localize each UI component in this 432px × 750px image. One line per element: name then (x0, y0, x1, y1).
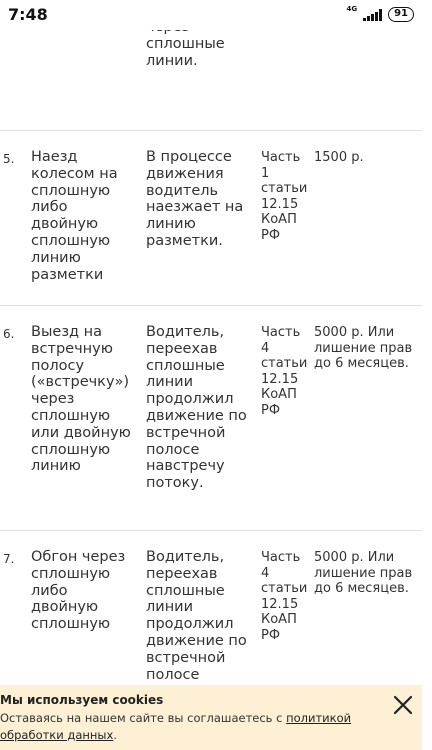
violation-name: Наезд колесом на сплошную либо двойную сплошную линию разметки (31, 149, 118, 283)
row-number: 7. (3, 552, 15, 566)
status-time: 7:48 (8, 5, 48, 24)
law-reference: Часть 4 статьи 12.15 КоАП РФ (261, 550, 308, 643)
status-icons (346, 7, 414, 22)
fine-amount: 5000 р. Или лишение прав до 6 месяцев. (314, 550, 413, 596)
status-bar (0, 0, 422, 30)
violation-description: В процессе движения водитель наезжает на линию разметки. (146, 149, 244, 249)
privacy-policy-link[interactable]: политикой обработки данных (0, 711, 352, 742)
violation-name: Выезд на встречную полосу («встречку») через сплошную или двойную сплошную линию (31, 324, 131, 475)
network-type-label: 4G (346, 5, 358, 13)
article-table-viewport[interactable] (0, 30, 422, 685)
cookie-suffix: . (113, 728, 117, 742)
law-reference: Часть 1 статьи 12.15 КоАП РФ (261, 150, 308, 243)
fine-amount: 1500 р. (314, 150, 364, 165)
violation-name: Обгон через сплошную либо двойную сплошную (31, 549, 126, 633)
cookie-banner (0, 685, 422, 750)
fine-amount: 5000 р. Или лишение прав до 6 месяцев. (314, 325, 413, 371)
row-number: 5. (3, 152, 15, 166)
table-row (0, 306, 422, 531)
cookie-text (0, 710, 390, 744)
violation-description: сплошные линии. (146, 36, 225, 69)
violation-description: Водитель, переехав сплошные линии продолжил движение по встречной полосе (146, 549, 247, 683)
cookie-message: Оставаясь на нашем сайте вы соглашаетесь с (0, 711, 283, 725)
close-icon[interactable] (392, 694, 414, 716)
law-reference: Часть 4 статьи 12.15 КоАП РФ (261, 325, 308, 418)
row-number: 6. (3, 327, 15, 341)
signal-icon (363, 9, 382, 21)
battery-icon: 91 (388, 7, 414, 22)
violation-description: Водитель, переехав сплошные линии продолжил движение по встречной полосе навстречу потоку. (146, 324, 247, 492)
cookie-title: Мы используем cookies (0, 693, 164, 707)
table-row (0, 131, 422, 306)
